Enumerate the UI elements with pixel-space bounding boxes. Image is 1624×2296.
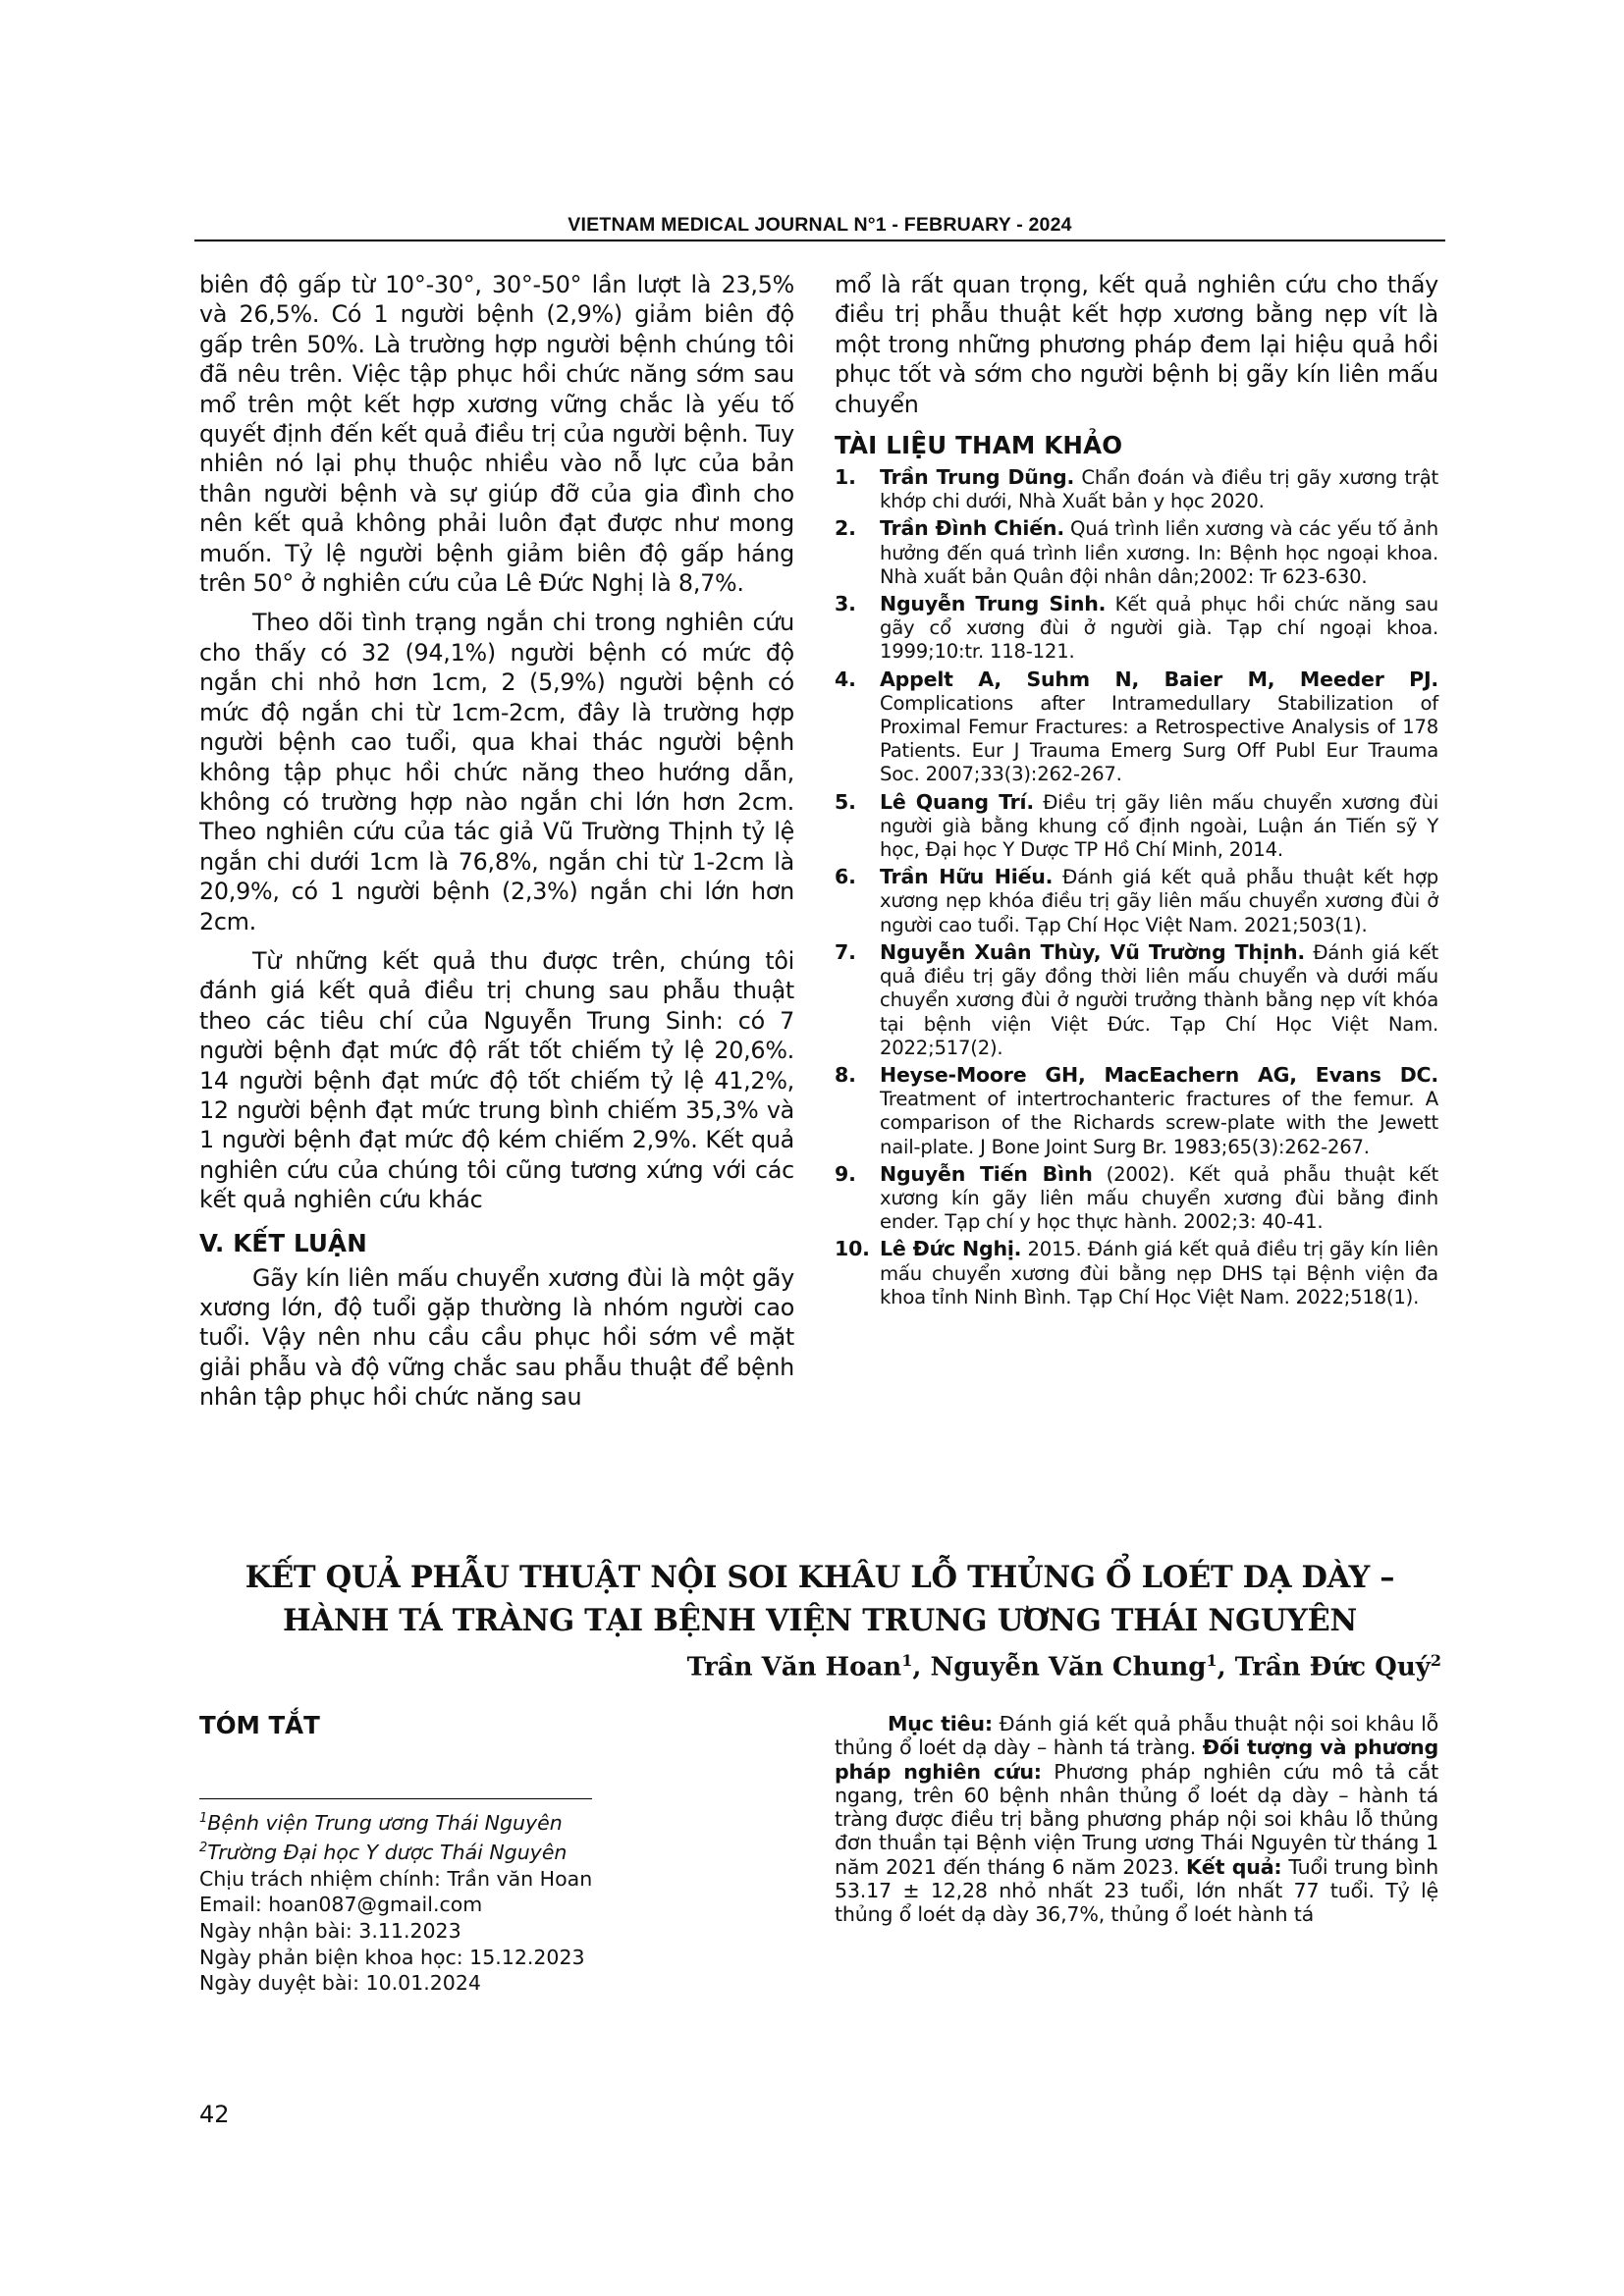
running-header: VIETNAM MEDICAL JOURNAL N°1 - FEBRUARY - 2024	[568, 214, 1072, 236]
reference-item: 10. Lê Đức Nghị. 2015. Đánh giá kết quả điều trị gãy kín liên mấu chuyển xương đùi bằng nẹp DHS tại Bệnh viện đa khoa tỉnh Ninh Bình. Tạp Chí Học Việt Nam. 2022;518(1).	[835, 1237, 1438, 1308]
right-column	[835, 270, 1438, 1312]
reference-author: Nguyễn Tiến Bình	[880, 1161, 1093, 1186]
references-heading: TÀI LIỆU THAM KHẢO	[835, 431, 1123, 460]
reference-item: 7. Nguyễn Xuân Thùy, Vũ Trường Thịnh. Đánh giá kết quả điều trị gãy đồng thời liên mấu chuyển và dưới mấu chuyển xương đùi ở người trưởng thành bằng nẹp vít khóa tại bệnh viện Việt Đức. Tạp Chí Học Việt Nam. 2022;517(2).	[835, 939, 1438, 1059]
responsible-author: Chịu trách nhiệm chính: Trần văn Hoan	[199, 1866, 593, 1891]
objective-label: Mục tiêu:	[888, 1712, 993, 1735]
footnote-rule	[199, 1798, 592, 1799]
author-affiliation-mark: 1	[901, 1651, 913, 1670]
abstract-paragraph: Mục tiêu: Đánh giá kết quả phẫu thuật nội soi khâu lỗ thủng ổ loét dạ dày – hành tá tràng. Đối tượng và phương pháp nghiên cứu: Phương pháp nghiên cứu mô tả cắt ngang, trên 60 bệnh nhân thủng ổ loét dạ dày – hành tá tràng được điều trị bằng phương pháp nội soi khâu lỗ thủng đơn thuần tại Bệnh viện Trung ương Thái Nguyên từ tháng 1 năm 2021 đến tháng 6 năm 2023. Kết quả: Tuổi trung bình 53.17 ± 12,28 nhỏ nhất 23 tuổi, lớn nhất 77 tuổi. Tỷ lệ thủng ổ loét dạ dày 36,7%, thủng ổ loét hành tá	[835, 1712, 1439, 1927]
author-affiliation-mark: 2	[1430, 1651, 1441, 1670]
article-title-line-1: KẾT QUẢ PHẪU THUẬT NỘI SOI KHÂU LỖ THỦNG Ổ LOÉT DẠ DÀY –	[244, 1560, 1395, 1595]
results-label: Kết quả:	[1186, 1854, 1282, 1879]
reference-item: 8. Heyse-Moore GH, MacEachern AG, Evans DC. Treatment of intertrochanteric fractures of the femur. A comparison of the Richards screw-plate with the Jewett nail-plate. J Bone Joint Surg Br. 1983;65(3):262-267.	[835, 1062, 1438, 1158]
reference-item: 4. Appelt A, Suhm N, Baier M, Meeder PJ. Complications after Intramedullary Stabilization of Proximal Femur Fractures: a Retrospective Analysis of 178 Patients. Eur J Trauma Emerg Surg Off Publ Eur Trauma Soc. 2007;33(3):262-267.	[835, 667, 1438, 786]
article-title	[194, 1556, 1445, 1642]
summary-heading: TÓM TẮT	[199, 1711, 320, 1739]
footnotes	[199, 1806, 798, 1997]
abstract	[835, 1712, 1438, 1927]
methods-label: Đối tượng và phương pháp nghiên cứu:	[835, 1735, 1439, 1784]
left-column	[199, 270, 794, 1413]
paragraph-conclusion-cont: mổ là rất quan trọng, kết quả nghiên cứu cho thấy điều trị phẫu thuật kết hợp xương bằng nẹp vít là một trong những phương pháp đem lại hiệu quả hồi phục tốt và sớm cho người bệnh bị gãy kín liên mấu chuyển	[835, 271, 1438, 418]
header-rule	[194, 240, 1445, 241]
date-received: Ngày nhận bài: 3.11.2023	[199, 1919, 461, 1944]
reference-item: 6. Trần Hữu Hiếu. Đánh giá kết quả phẫu thuật kết hợp xương nẹp khóa điều trị gãy liên mấu chuyển xương đùi ở người cao tuổi. Tạp Chí Học Việt Nam. 2021;503(1).	[835, 865, 1438, 936]
reference-author: Lê Quang Trí.	[880, 789, 1034, 814]
reference-item: 1. Trần Trung Dũng. Chẩn đoán và điều trị gãy xương trật khớp chi dưới, Nhà Xuất bản y học 2020.	[835, 465, 1439, 513]
conclusion-heading: V. KẾT LUẬN	[199, 1228, 367, 1257]
author-list: Trần Văn Hoan$^1$, Nguyễn Văn Chung$^1$, Trần Đức Quý$^2$	[686, 1651, 1441, 1682]
reference-author: Nguyễn Xuân Thùy, Vũ Trường Thịnh.	[880, 939, 1306, 964]
reference-author: Appelt A, Suhm N, Baier M, Meeder PJ.	[880, 667, 1438, 691]
contact-email: Email: hoan087@gmail.com	[199, 1893, 483, 1917]
reference-author: Heyse-Moore GH, MacEachern AG, Evans DC.	[880, 1062, 1438, 1087]
affiliation-1: $^1$Bệnh viện Trung ương Thái Nguyên	[199, 1810, 563, 1835]
paragraph-overall-results: Từ những kết quả thu được trên, chúng tôi đánh giá kết quả điều trị chung sau phẫu thuật theo các tiêu chí của Nguyễn Trung Sinh: có 7 người bệnh đạt mức độ rất tốt chiếm tỷ lệ 20,6%. 14 người bệnh đạt mức độ tốt chiếm tỷ lệ 41,2%, 12 người bệnh đạt mức trung bình chiếm 35,3% và 1 người bệnh đạt mức độ kém chiếm 2,9%. Kết quả nghiên cứu của chúng tôi cũng tương xứng với các kết quả nghiên cứu khác	[199, 946, 794, 1214]
reference-item: 9. Nguyễn Tiến Bình (2002). Kết quả phẫu thuật kết xương kín gãy liên mấu chuyển xương đùi bằng đinh ender. Tạp chí y học thực hành. 2002;3: 40-41.	[835, 1161, 1438, 1234]
references-list	[835, 465, 1438, 1309]
paragraph-hip-flexion: biên độ gấp từ 10°-30°, 30°-50° lần lượt là 23,5% và 26,5%. Có 1 người bệnh (2,9%) giảm biên độ gấp trên 50%. Là trường hợp người bệnh chúng tôi đã nêu trên. Việc tập phục hồi chức năng sớm sau mổ trên một kết hợp xương vững chắc là yếu tố quyết định đến kết quả điều trị của người bệnh. Tuy nhiên nó lại phụ thuộc nhiều vào nỗ lực của bản thân người bệnh và sự giúp đỡ của gia đình cho nên kết quả không phải luôn đạt được như mong muốn. Tỷ lệ người bệnh giảm biên độ gấp háng trên 50° ở nghiên cứu của Lê Đức Nghị là 8,7%.	[199, 271, 794, 598]
author-name: Nguyễn Văn Chung	[930, 1652, 1207, 1682]
reference-item: 3. Nguyễn Trung Sinh. Kết quả phục hồi chức năng sau gãy cổ xương đùi ở người già. Tạp chí ngoại khoa. 1999;10:tr. 118-121.	[835, 592, 1438, 664]
reference-item: 5. Lê Quang Trí. Điều trị gãy liên mấu chuyển xương đùi người già bằng khung cố định ngoài, Luận án Tiến sỹ Y học, Đại học Y Dược TP Hồ Chí Minh, 2014.	[835, 789, 1439, 862]
affiliation-2: $^2$Trường Đại học Y dược Thái Nguyên	[199, 1841, 568, 1865]
date-reviewed: Ngày phản biện khoa học: 15.12.2023	[199, 1945, 585, 1969]
reference-author: Trần Đình Chiến.	[880, 516, 1064, 541]
reference-author: Lê Đức Nghị.	[880, 1237, 1022, 1261]
author-affiliation-mark: 1	[1206, 1651, 1218, 1670]
reference-item: 2. Trần Đình Chiến. Quá trình liền xương và các yếu tố ảnh hưởng đến quá trình liền xương. In: Bệnh học ngoại khoa. Nhà xuất bản Quân đội nhân dân;2002: Tr 623-630.	[835, 516, 1439, 588]
author-name: Trần Đức Quý	[1234, 1652, 1431, 1682]
page-number: 42	[199, 2101, 230, 2128]
date-approved: Ngày duyệt bài: 10.01.2024	[199, 1971, 481, 1996]
reference-author: Nguyễn Trung Sinh.	[880, 592, 1107, 616]
author-name: Trần Văn Hoan	[686, 1652, 902, 1682]
reference-author: Trần Trung Dũng.	[880, 465, 1075, 490]
article-title-line-2: HÀNH TÁ TRÀNG TẠI BỆNH VIỆN TRUNG ƯƠNG THÁI NGUYÊN	[282, 1603, 1357, 1638]
reference-author: Trần Hữu Hiếu.	[880, 865, 1054, 889]
paragraph-limb-shortening: Theo dõi tình trạng ngắn chi trong nghiên cứu cho thấy có 32 (94,1%) người bệnh có mức độ ngắn chi nhỏ hơn 1cm, 2 (5,9%) người bệnh có mức độ ngắn chi từ 1cm-2cm, đây là trường hợp người bệnh cao tuổi, qua khai thác người bệnh không tập phục hồi chức năng theo hướng dẫn, không có trường hợp nào ngắn chi lớn hơn 2cm. Theo nghiên cứu của tác giả Vũ Trường Thịnh tỷ lệ ngắn chi dưới 1cm là 76,8%, ngắn chi từ 1-2cm là 20,9%, có 1 người bệnh (2,3%) ngắn chi lớn hơn 2cm.	[199, 609, 794, 935]
paragraph-conclusion: Gãy kín liên mấu chuyển xương đùi là một gãy xương lớn, độ tuổi gặp thường là nhóm người cao tuổi. Vậy nên nhu cầu cầu phục hồi sớm về mặt giải phẫu và độ vững chắc sau phẫu thuật để bệnh nhân tập phục hồi chức năng sau	[199, 1263, 794, 1412]
